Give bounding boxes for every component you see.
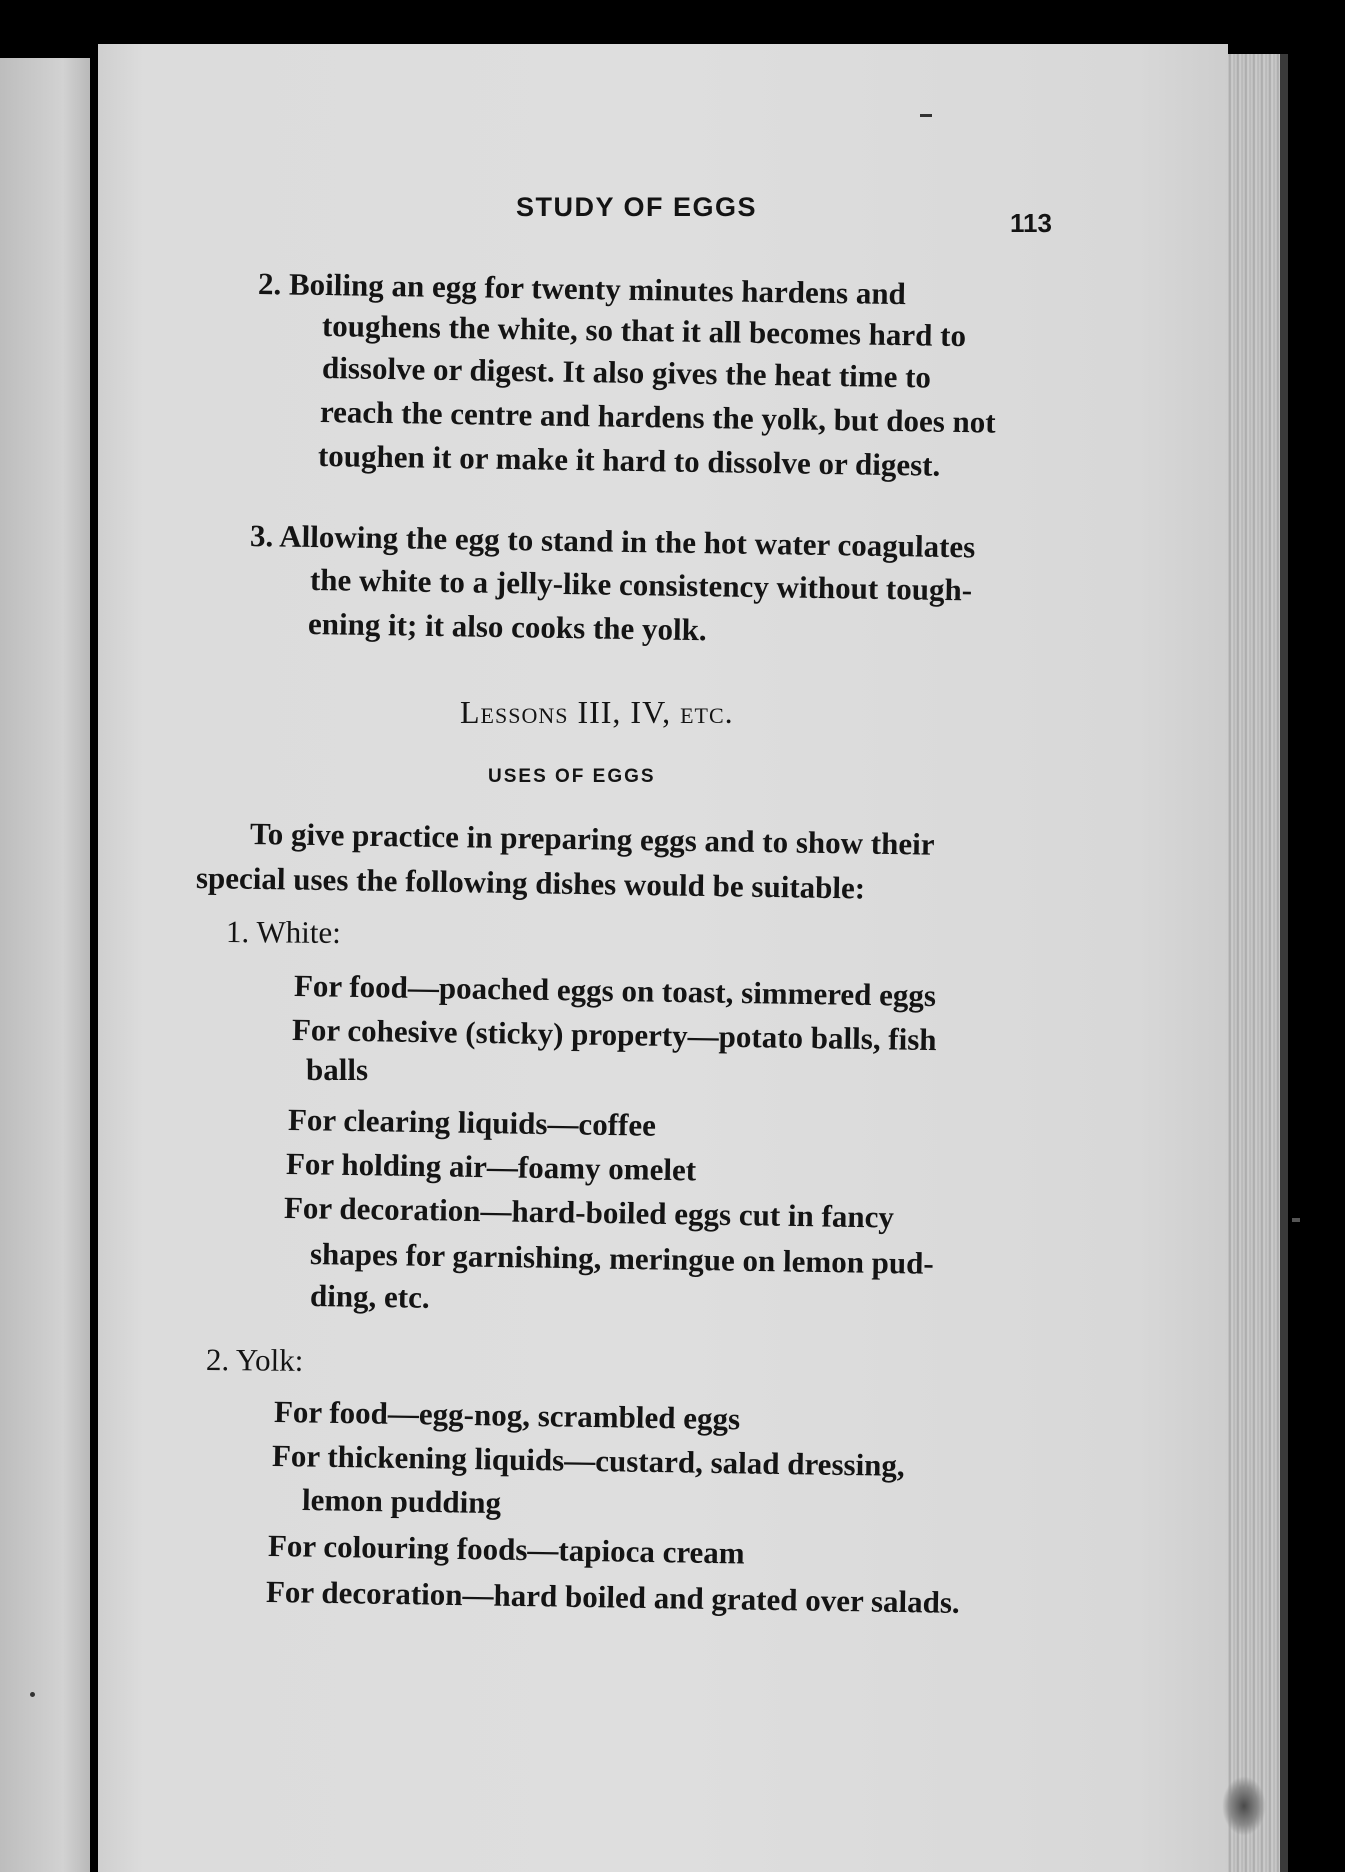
intro-line: special uses the following dishes would be suitable: xyxy=(195,860,866,906)
item-3-line: ening it; it also cooks the yolk. xyxy=(307,606,707,648)
intro-line: To give practice in preparing eggs and to show their xyxy=(249,816,935,862)
item-2-line: dissolve or digest. It also gives the heat time to xyxy=(321,350,932,395)
white-use-line: For decoration—hard-boiled eggs cut in fancy xyxy=(283,1190,895,1235)
white-label: 1. White: xyxy=(225,914,341,951)
corner-smudge xyxy=(1222,1776,1266,1836)
white-use-line: balls xyxy=(306,1052,369,1087)
item-3-line: 3. Allowing the egg to stand in the hot water coagulates xyxy=(249,518,976,565)
yolk-use-line: For colouring foods—tapioca cream xyxy=(267,1528,745,1571)
uses-of-eggs-heading: USES OF EGGS xyxy=(488,766,656,787)
white-use-line: For food—poached eggs on toast, simmered eggs xyxy=(293,968,937,1014)
white-use-line: For cohesive (sticky) property—potato balls, fish xyxy=(291,1012,937,1058)
yolk-use-line: lemon pudding xyxy=(301,1482,502,1521)
running-title: STUDY OF EGGS xyxy=(516,192,758,222)
item-2-line: toughen it or make it hard to dissolve or digest. xyxy=(317,438,941,483)
item-3-line: the white to a jelly-like consistency without tough- xyxy=(309,562,973,608)
item-2-line: reach the centre and hardens the yolk, but does not xyxy=(319,394,996,440)
item-2-line: 2. Boiling an egg for twenty minutes hardens and xyxy=(257,266,907,312)
scan-dash-mark xyxy=(920,114,932,117)
page-stack-edge xyxy=(1228,54,1280,1872)
white-use-line: For clearing liquids—coffee xyxy=(287,1102,657,1143)
scan-speck xyxy=(30,1692,35,1697)
item-2-line: toughens the white, so that it all becomes hard to xyxy=(321,308,967,354)
white-use-line: For holding air—foamy omelet xyxy=(285,1146,697,1188)
page-edge-shadow xyxy=(1280,54,1288,1872)
yolk-use-line: For thickening liquids—custard, salad dressing, xyxy=(271,1438,905,1483)
yolk-label: 2. Yolk: xyxy=(205,1342,304,1378)
yolk-use-line: For food—egg-nog, scrambled eggs xyxy=(273,1394,741,1437)
facing-page-edge xyxy=(0,58,90,1872)
edge-mark xyxy=(1292,1218,1300,1222)
page-number: 113 xyxy=(1010,208,1052,238)
white-use-line: ding, etc. xyxy=(309,1278,430,1315)
white-use-line: shapes for garnishing, meringue on lemon pud- xyxy=(309,1236,935,1281)
lessons-heading: Lessons III, IV, etc. xyxy=(460,694,734,730)
yolk-use-line: For decoration—hard boiled and grated over salads. xyxy=(265,1574,960,1620)
